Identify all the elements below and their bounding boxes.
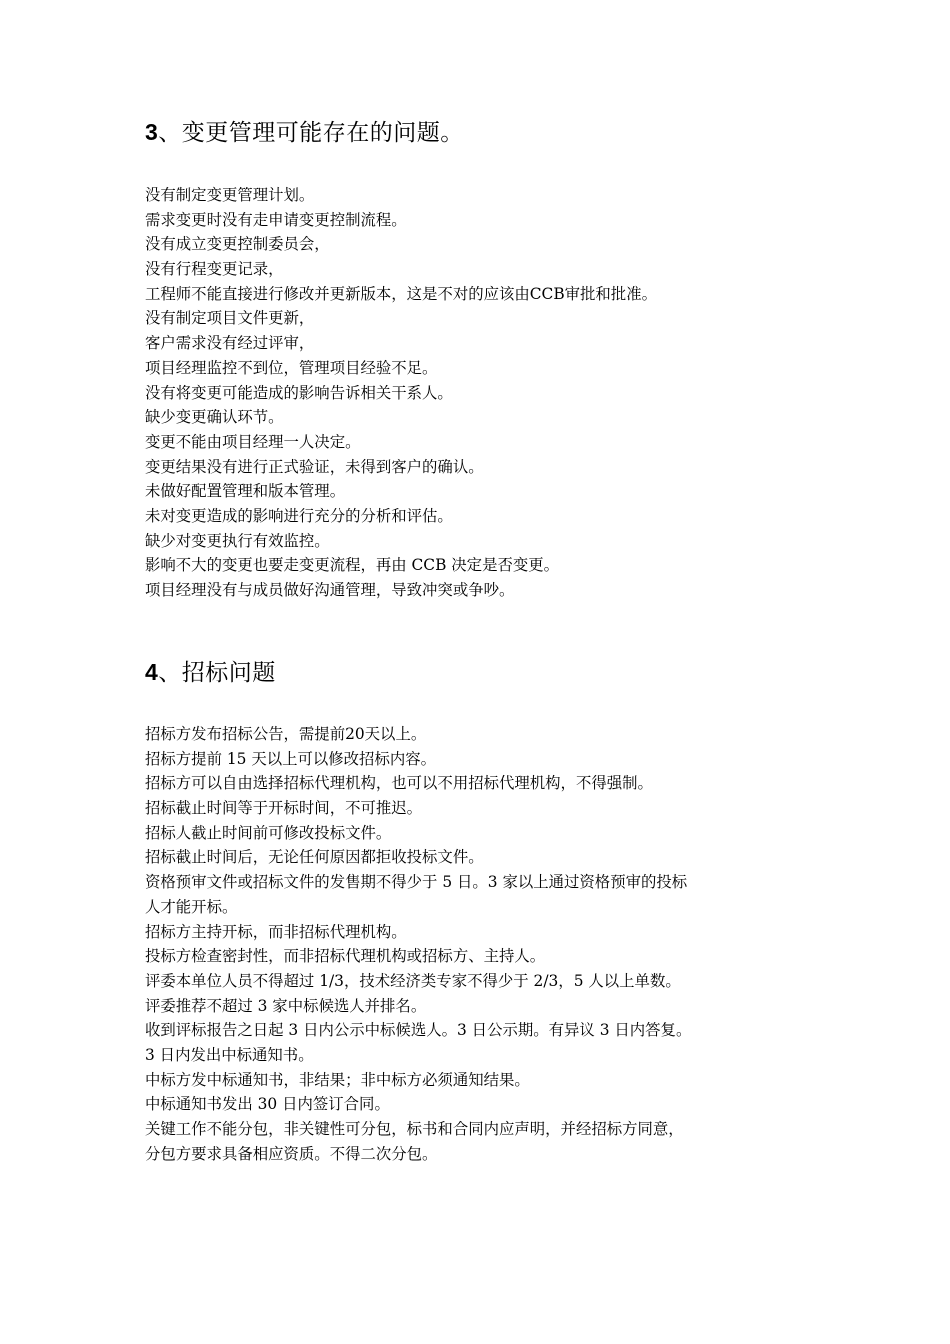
section-4-lines [145, 722, 815, 1166]
text-line: 没有行程变更记录， [145, 260, 284, 279]
section-number: 4 [145, 659, 159, 685]
text-line: 中标通知书发出 30 日内签订合同。 [145, 1095, 390, 1114]
text-line: 客户需求没有经过评审， [145, 334, 315, 353]
text-line: 变更结果没有进行正式验证，未得到客户的确认。 [145, 457, 484, 476]
text-line: 招标方提前 15 天以上可以修改招标内容。 [145, 749, 437, 768]
text-line: 评委本单位人员不得超过 1/3，技术经济类专家不得少于 2/3，5 人以上单数。 [145, 971, 681, 990]
text-line: 变更不能由项目经理一人决定。 [145, 432, 361, 451]
text-line: 需求变更时没有走申请变更控制流程。 [145, 210, 407, 229]
text-line: 人才能开标。 [145, 897, 238, 916]
section-heading-3 [145, 117, 464, 148]
text-line: 招标方发布招标公告，需提前20天以上。 [145, 725, 427, 743]
section-3-lines [145, 183, 815, 603]
text-line: 影响不大的变更也要走变更流程，再由 CCB 决定是否变更。 [145, 556, 560, 575]
text-line: 招标方可以自由选择招标代理机构，也可以不用招标代理机构，不得强制。 [145, 774, 653, 793]
text-line: 关键工作不能分包，非关键性可分包，标书和合同内应声明，并经招标方同意， [145, 1120, 684, 1138]
text-line: 项目经理没有与成员做好沟通管理，导致冲突或争吵。 [145, 581, 515, 599]
text-line: 没有制定变更管理计划。 [145, 186, 315, 204]
section-title: 、变更管理可能存在的问题。 [158, 120, 464, 146]
text-line: 未做好配置管理和版本管理。 [145, 482, 346, 501]
text-line: 投标方检查密封性，而非招标代理机构或招标方、主持人。 [145, 947, 546, 966]
section-heading-4 [145, 657, 276, 688]
text-line: 未对变更造成的影响进行充分的分析和评估。 [145, 506, 453, 525]
section-number: 3 [145, 119, 159, 145]
text-line: 缺少变更确认环节。 [145, 408, 284, 427]
text-line: 资格预审文件或招标文件的发售期不得少于 5 日。3 家以上通过资格预审的投标 [145, 873, 688, 892]
text-line: 缺少对变更执行有效监控。 [145, 531, 330, 550]
text-line: 工程师不能直接进行修改并更新版本，这是不对的应该由CCB审批和批准。 [145, 284, 657, 303]
text-line: 评委推荐不超过 3 家中标候选人并排名。 [145, 996, 427, 1015]
text-line: 招标方主持开标，而非招标代理机构。 [145, 922, 407, 941]
section-title: 、招标问题 [158, 660, 276, 686]
text-line: 招标截止时间后，无论任何原因都拒收投标文件。 [145, 848, 484, 867]
text-line: 招标人截止时间前可修改投标文件。 [145, 823, 392, 842]
text-line: 收到评标报告之日起 3 日内公示中标候选人。3 日公示期。有异议 3 日内答复。 [145, 1021, 692, 1040]
text-line: 没有将变更可能造成的影响告诉相关干系人。 [145, 383, 453, 402]
text-line: 没有成立变更控制委员会， [145, 235, 330, 254]
text-line: 3 日内发出中标通知书。 [145, 1045, 314, 1064]
text-line: 招标截止时间等于开标时间，不可推迟。 [145, 799, 423, 818]
text-line: 分包方要求具备相应资质。不得二次分包。 [145, 1144, 438, 1163]
text-line: 没有制定项目文件更新， [145, 309, 315, 328]
text-line: 中标方发中标通知书，非结果；非中标方必须通知结果。 [145, 1070, 530, 1089]
text-line: 项目经理监控不到位，管理项目经验不足。 [145, 358, 438, 377]
